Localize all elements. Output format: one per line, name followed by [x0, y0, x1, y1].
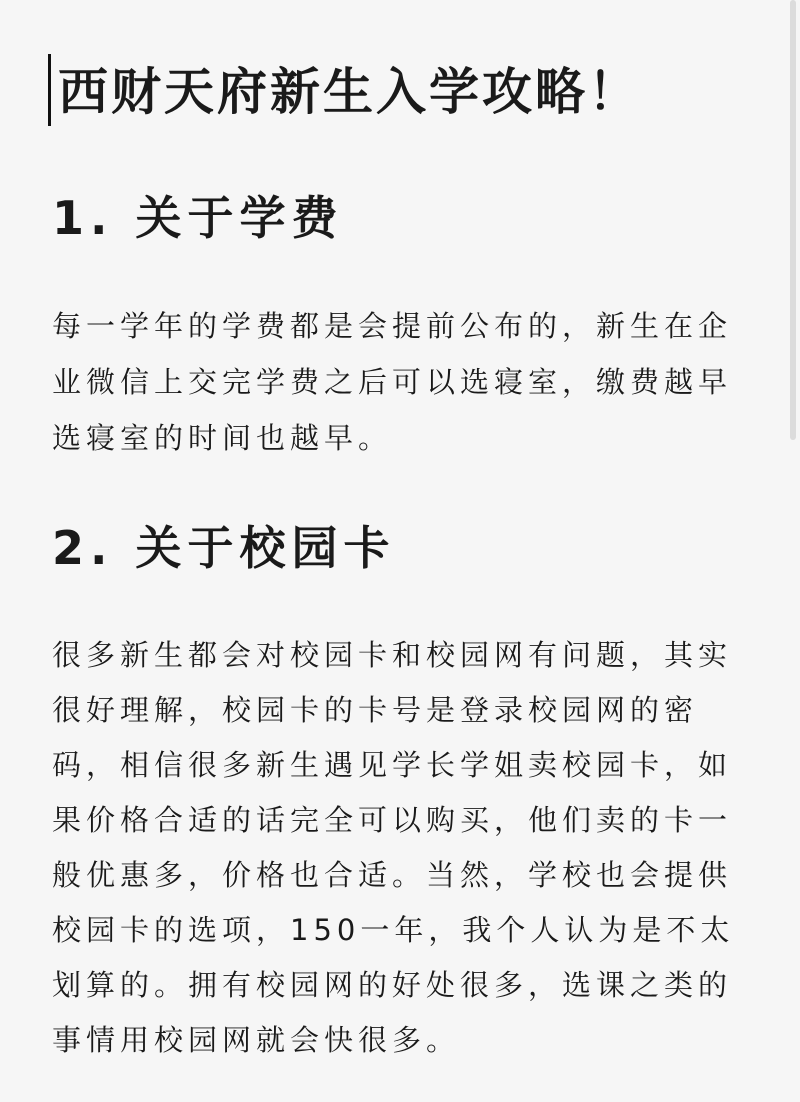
- page-title: 西财天府新生入学攻略！: [58, 63, 641, 121]
- section-heading-campus-card: 2. 关于校园卡: [52, 521, 396, 575]
- scrollbar[interactable]: [790, 0, 796, 440]
- title-accent-bar: [48, 54, 51, 126]
- section-body-campus-card: 很多新生都会对校园卡和校园网有问题，其实 很好理解，校园卡的卡号是登录校园网的密 码，相信很多新生遇见学长学姐卖校园卡，如 果价格合适的话完全可以购买，他们卖的卡一 般优惠多，价格也合适。当然，学校也会提供 校园卡的选项，150一年，我个人认为是不太 划算的。拥有校园网的好处很多，选课之类的 事情用校园网就会快很多。: [52, 638, 735, 1057]
- section-body-tuition: 每一学年的学费都是会提前公布的，新生在企 业微信上交完学费之后可以选寝室，缴费越早 选寝室的时间也越早。: [52, 309, 733, 455]
- section-heading-tuition: 1. 关于学费: [52, 191, 344, 245]
